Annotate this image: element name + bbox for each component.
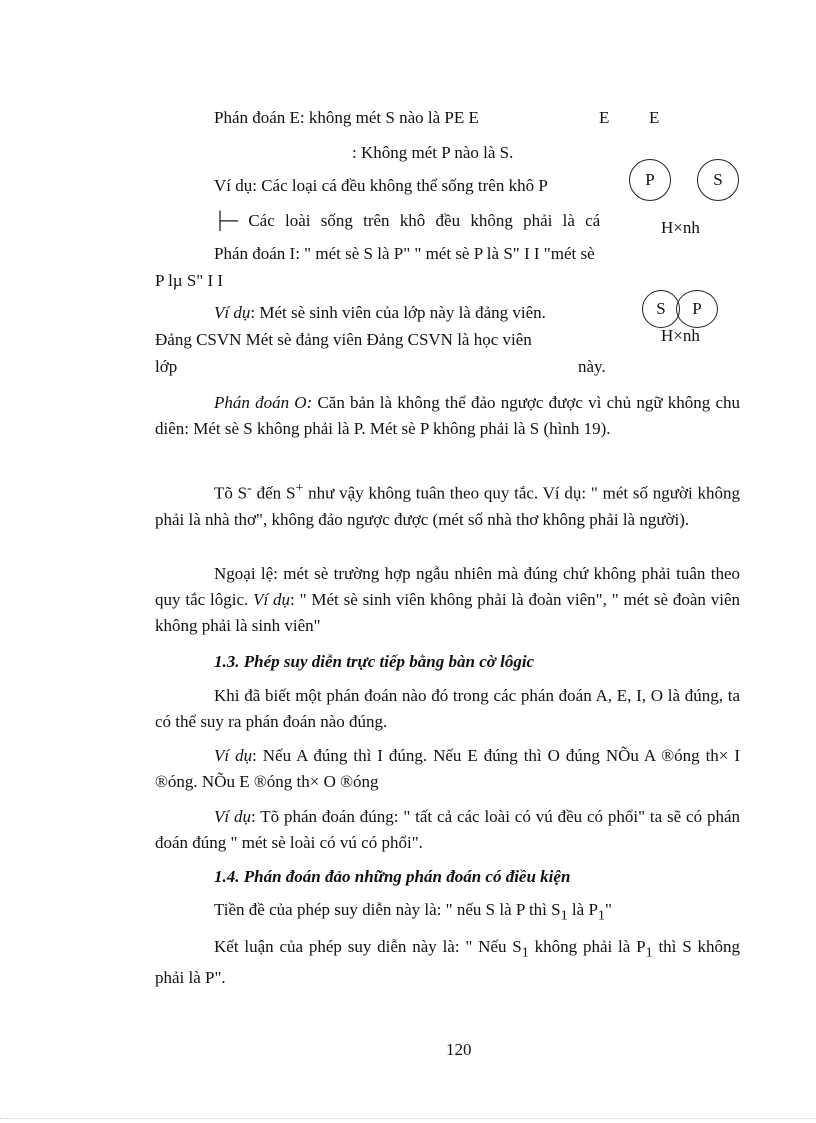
- paragraph-13: Khi đã biết một phán đoán nào đó trong các phán đoán A, E, I, O là đúng, ta có thể suy ra phán đoán nào đúng.: [155, 686, 740, 731]
- i-statement-cont: P lµ S" I I: [155, 271, 224, 290]
- example2-line2: Đảng CSVN Mét sè đảng viên Đảng CSVN là học viên: [155, 330, 532, 349]
- e-mark: E: [649, 108, 660, 127]
- example2-line3b: này.: [578, 357, 606, 376]
- venn-circle-s: S: [642, 290, 680, 328]
- paragraph-s: Tõ S- đến S+ như vậy không tuân theo quy tắc. Ví dụ: " mét số người không phải là nhà thơ", không đảo ngược được (mét số nhà thơ không phải là người).: [155, 480, 741, 529]
- section-heading: 1.3. Phép suy diễn trực tiếp bằng bàn cờ lôgic: [214, 652, 535, 671]
- paragraph-label: Phán đoán O:: [214, 393, 313, 412]
- conclusion-paragraph: Kết luận của phép suy diễn này là: " Nếu $S_1$ không phải là $P_1$ thì S không phải là P".: [155, 937, 740, 988]
- example-text: : Mét sè sinh viên của lớp này là đảng viên.: [250, 303, 546, 322]
- example2-line1: [214, 303, 546, 323]
- page-number: 120: [446, 1040, 472, 1059]
- e-converse: : Không mét P nào là S.: [352, 143, 514, 162]
- i-statement: Phán đoán I: " mét sè S là P" " mét sè P là S" I I "mét sè: [214, 244, 595, 263]
- page-edge-divider: [0, 1118, 816, 1119]
- paragraph-o: Phán đoán O: Căn bản là không thể đảo ngược được vì chủ ngữ không chu diên: Mét sè S không phải là P. Mét sè P không phải là S (hình 19).: [155, 393, 740, 438]
- figure-caption: H×nh: [661, 326, 700, 345]
- example2-line3a: lớp: [155, 357, 178, 376]
- section-heading: 1.4. Phán đoán đảo những phán đoán có điều kiện: [214, 867, 571, 886]
- paragraph-example4: Ví dụ: Tõ phán đoán đúng: " tất cả các loài có vú đều có phổi" ta sẽ có phán đoán đúng " mét sè loài có vú có phổi".: [155, 807, 740, 852]
- example-line: Ví dụ: Các loại cá đều không thể sống trên khô P: [214, 176, 548, 195]
- venn-circle-p: P: [629, 159, 671, 201]
- e-statement: Phán đoán E: không mét S nào là PE E: [214, 108, 479, 127]
- paragraph-example3: Ví dụ: Nếu A đúng thì I đúng. Nếu E đúng thì O đúng NÕu A ®óng th× I ®óng. NÕu E ®óng th× O ®óng: [155, 746, 741, 791]
- venn-circle-s: S: [697, 159, 739, 201]
- example-label: Ví dụ: [214, 303, 251, 322]
- e-mark: E: [599, 108, 610, 127]
- figure-caption: H×nh: [661, 218, 700, 237]
- premise-line: Tiền đề của phép suy diễn này là: " nếu S là P thì $S_1$ là $P_1$": [214, 900, 612, 924]
- venn-circle-p: P: [676, 290, 718, 328]
- example-conclusion: ├─ Các loài sống trên khô đều không phải là cá: [214, 211, 601, 230]
- paragraph-exception: Ngoại lệ: mét sè trường hợp ngẫu nhiên mà đúng chứ không phải tuân theo quy tắc lôgic. Ví dụ: " Mét sè sinh viên không phải là đoàn viên", " mét sè đoàn viên không phải là sinh viên": [155, 564, 740, 635]
